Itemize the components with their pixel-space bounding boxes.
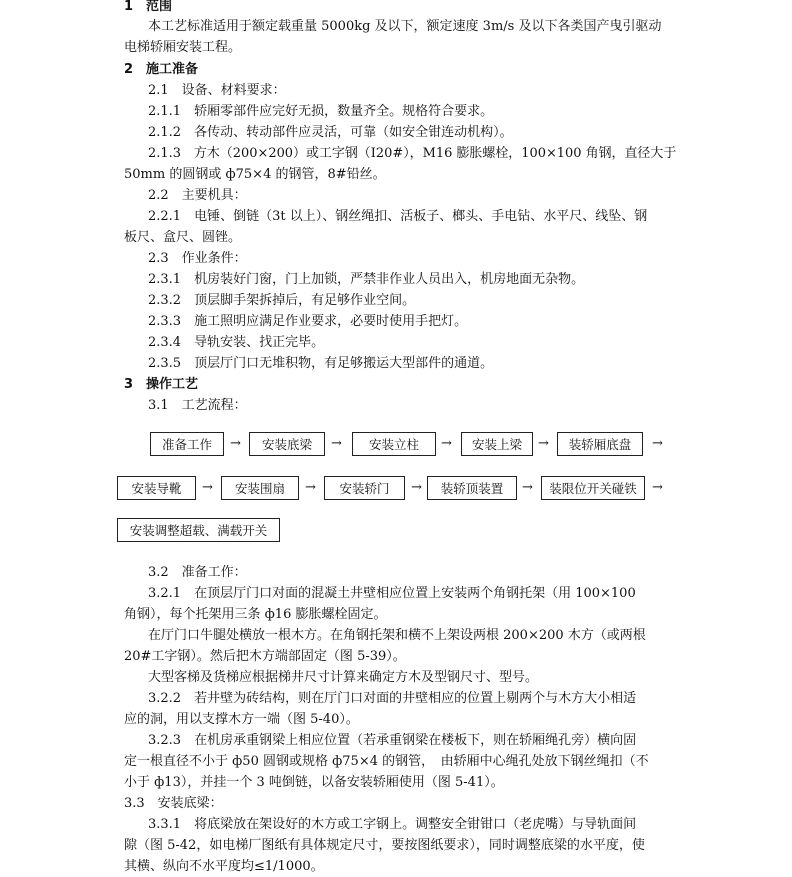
subsection-3-3: 3.3 安装底梁： xyxy=(124,796,223,811)
flow-arrow: → xyxy=(652,436,663,451)
flow-step-overload-switch: 安装调整超载、满载开关 xyxy=(117,518,280,542)
subsection-2-2: 2.2 主要机具： xyxy=(148,188,247,203)
item-2-2-1-cont: 板尺、盒尺、圆锉。 xyxy=(124,230,242,245)
flow-step-prepare: 准备工作 xyxy=(150,432,224,456)
item-2-3-3: 2.3.3 施工照明应满足作业要求，必要时使用手把灯。 xyxy=(148,314,468,329)
item-2-3-4: 2.3.4 导轨安装、找正完毕。 xyxy=(148,335,325,350)
flow-step-car-door: 安装轿门 xyxy=(324,476,405,500)
item-2-2-1: 2.2.1 电锤、倒链（3t 以上）、钢丝绳扣、活板子、榔头、手电钻、水平尺、线坠、钢 xyxy=(148,209,648,224)
item-2-1-2: 2.1.2 各传动、转动部件应灵活，可靠（如安全钳连动机构）。 xyxy=(148,125,513,140)
item-3-2-1: 3.2.1 在顶层厅门口对面的混凝土井壁相应位置上安装两个角钢托架（用 100×100 xyxy=(148,586,636,601)
paragraph-line: 本工艺标准适用于额定载重量 5000kg 及以下，额定速度 3m/s 及以下各类国产曳引驱动 xyxy=(148,19,662,34)
flow-arrow: → xyxy=(522,480,533,495)
paragraph-line: 20#工字钢）。然后把木方端部固定（图 5-39）。 xyxy=(124,649,406,664)
item-2-3-2: 2.3.2 顶层脚手架拆掉后，有足够作业空间。 xyxy=(148,293,416,308)
flow-step-car-top-device: 装轿顶装置 xyxy=(427,476,517,500)
item-2-3-5: 2.3.5 顶层厅门口无堆积物，有足够搬运大型部件的通道。 xyxy=(148,356,494,371)
item-2-3-1: 2.3.1 机房装好门窗，门上加锁，严禁非作业人员出入，机房地面无杂物。 xyxy=(148,272,585,287)
flow-step-uprights: 安装立柱 xyxy=(352,432,436,456)
item-2-1-3-cont: 50mm 的圆钢或 ф75×4 的钢管，8#铅丝。 xyxy=(124,167,386,182)
item-3-2-3-cont: 小于 ф13），并挂一个 3 吨倒链，以备安装轿厢使用（图 5-41）。 xyxy=(124,775,504,790)
flow-step-car-floor: 装轿厢底盘 xyxy=(557,432,643,456)
flow-arrow: → xyxy=(202,480,213,495)
flow-arrow: → xyxy=(305,480,316,495)
flow-step-guide-shoes: 安装导靴 xyxy=(117,476,196,500)
flow-step-panels: 安装围扇 xyxy=(221,476,299,500)
subsection-3-1: 3.1 工艺流程： xyxy=(148,398,247,413)
item-3-3-1-cont: 其横、纵向不水平度均≤1/1000。 xyxy=(124,859,324,874)
flow-arrow: → xyxy=(652,480,663,495)
section-1-heading: 1 范围 xyxy=(124,0,173,14)
flow-arrow: → xyxy=(538,436,549,451)
paragraph-line: 在厅门口牛腿处横放一根木方。在角钢托架和横不上架设两根 200×200 木方（或两根 xyxy=(148,628,646,643)
flow-step-bottom-beam: 安装底梁 xyxy=(249,432,325,456)
item-3-3-1-cont: 隙（图 5-42，如电梯厂图纸有具体规定尺寸，要按图纸要求），同时调整底梁的水平度，使 xyxy=(124,838,645,853)
flow-arrow: → xyxy=(441,436,452,451)
subsection-2-1: 2.1 设备、材料要求： xyxy=(148,83,286,98)
item-3-2-3: 3.2.3 在机房承重钢梁上相应位置（若承重钢梁在楼板下，则在轿厢绳孔旁）横向固 xyxy=(148,733,637,748)
flow-step-top-beam: 安装上梁 xyxy=(461,432,533,456)
item-3-2-2: 3.2.2 若井壁为砖结构，则在厅门口对面的井壁相应的位置上剔两个与木方大小相适 xyxy=(148,691,637,706)
section-2-heading: 2 施工准备 xyxy=(124,62,199,77)
section-3-heading: 3 操作工艺 xyxy=(124,377,199,392)
item-2-1-3: 2.1.3 方木（200×200）或工字钢（I20#），M16 膨胀螺栓，100×100 角钢，直径大于 xyxy=(148,146,677,161)
subsection-2-3: 2.3 作业条件： xyxy=(148,251,247,266)
item-3-3-1: 3.3.1 将底梁放在架设好的木方或工字钢上。调整安全钳钳口（老虎嘴）与导轨面间 xyxy=(148,817,637,832)
flow-arrow: → xyxy=(411,480,422,495)
paragraph-line: 电梯轿厢安装工程。 xyxy=(124,40,242,55)
flow-arrow: → xyxy=(331,436,342,451)
item-3-2-3-cont: 定一根直径不小于 ф50 圆钢或规格 ф75×4 的钢管， 由轿厢中心绳孔处放下钢丝绳扣（不 xyxy=(124,754,649,769)
paragraph-line: 大型客梯及货梯应根据梯井尺寸计算来确定方木及型钢尺寸、型号。 xyxy=(148,670,539,685)
item-3-2-1-cont: 角钢），每个托架用三条 ф16 膨胀螺栓固定。 xyxy=(124,607,387,622)
subsection-3-2: 3.2 准备工作： xyxy=(148,565,247,580)
flow-step-limit-switch-cam: 装限位开关碰铁 xyxy=(541,476,645,500)
item-3-2-2-cont: 应的洞，用以支撑木方一端（图 5-40）。 xyxy=(124,712,359,727)
flow-arrow: → xyxy=(230,436,241,451)
item-2-1-1: 2.1.1 轿厢零部件应完好无损，数量齐全。规格符合要求。 xyxy=(148,104,494,119)
